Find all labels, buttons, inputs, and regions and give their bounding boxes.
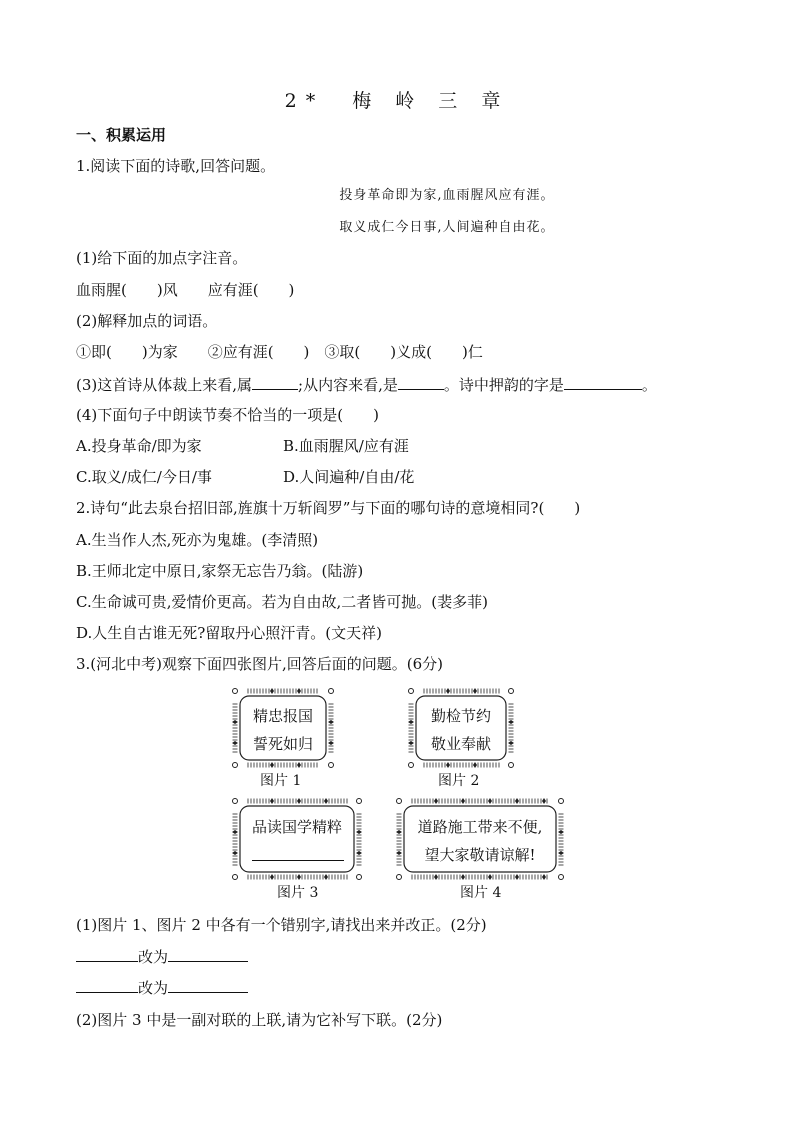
- picture-3-line-1: 品读国学精粹: [251, 818, 342, 836]
- page-title: 2* 梅 岭 三 章: [284, 90, 510, 112]
- couplet-answer-blank[interactable]: [252, 860, 344, 861]
- ornament-border-icon: [396, 798, 564, 880]
- correction-row-2: [76, 977, 248, 998]
- wrong-char-blank-1[interactable]: [76, 946, 138, 962]
- picture-2-caption: 图片 2: [438, 773, 480, 789]
- ornament-border-icon: [232, 688, 334, 768]
- picture-4-frame: [396, 798, 564, 880]
- picture-1-frame: [232, 688, 334, 768]
- q1-option-b: B.血雨腥风/应有涯: [283, 437, 409, 455]
- q2-option-b: B.王师北定中原日,家祭无忘告乃翁。(陆游): [76, 562, 364, 580]
- picture-3-frame: [232, 798, 362, 880]
- q1-sub1: (1)给下面的加点字注音。: [76, 249, 248, 267]
- correct-char-blank-1[interactable]: [168, 946, 248, 962]
- picture-2-line-1: 勤检节约: [430, 707, 491, 725]
- picture-3-caption: 图片 3: [277, 885, 319, 901]
- q1-sub4: (4)下面句子中朗读节奏不恰当的一项是( ): [76, 406, 379, 424]
- picture-4-caption: 图片 4: [460, 885, 502, 901]
- change-to-label: 改为: [138, 979, 169, 997]
- picture-4-line-1: 道路施工带来不便,: [417, 818, 543, 836]
- q1-sub3: [76, 374, 657, 395]
- q2-option-c: C.生命诚可贵,爱情价更高。若为自由故,二者皆可抛。(裴多菲): [76, 593, 488, 611]
- q1-sub3-part-a: (3)这首诗从体裁上来看,属: [76, 376, 253, 394]
- q1-sub2: (2)解释加点的词语。: [76, 312, 218, 330]
- q1-sub3-part-c: 。诗中押韵的字是: [443, 376, 564, 394]
- q1-option-d: D.人间遍种/自由/花: [283, 468, 415, 486]
- q1-option-a: A.投身革命/即为家: [76, 437, 202, 455]
- q3-sub1: (1)图片 1、图片 2 中各有一个错别字,请找出来并改正。(2分): [76, 916, 487, 934]
- q2-option-d: D.人生自古谁无死?留取丹心照汗青。(文天祥): [76, 624, 383, 642]
- q2-stem: 2.诗句“此去泉台招旧部,旌旗十万斩阎罗”与下面的哪句诗的意境相同?( ): [76, 499, 581, 517]
- wrong-char-blank-2[interactable]: [76, 977, 138, 993]
- ornament-border-icon: [232, 798, 362, 880]
- picture-1-caption: 图片 1: [260, 773, 302, 789]
- ornament-border-icon: [408, 688, 514, 768]
- q1-stem: 1.阅读下面的诗歌,回答问题。: [76, 157, 276, 175]
- picture-1-line-1: 精忠报国: [252, 707, 313, 725]
- picture-2-frame: [408, 688, 514, 768]
- q2-option-a: A.生当作人杰,死亦为鬼雄。(李清照): [76, 531, 319, 549]
- correct-char-blank-2[interactable]: [168, 977, 248, 993]
- q1-sub3-part-d: 。: [641, 376, 657, 394]
- answer-blank-content[interactable]: [398, 374, 444, 390]
- answer-blank-rhyme[interactable]: [564, 374, 642, 390]
- picture-4-line-2: 望大家敬请谅解!: [424, 846, 536, 864]
- section-heading: 一、积累运用: [76, 126, 167, 144]
- poem-line-1: 投身革命即为家,血雨腥风应有涯。: [339, 188, 555, 203]
- answer-blank-genre[interactable]: [252, 374, 298, 390]
- change-to-label: 改为: [138, 948, 169, 966]
- q3-stem: 3.(河北中考)观察下面四张图片,回答后面的问题。(6分): [76, 655, 444, 673]
- correction-row-1: [76, 946, 248, 967]
- q3-sub2: (2)图片 3 中是一副对联的上联,请为它补写下联。(2分): [76, 1011, 443, 1029]
- q1-sub3-part-b: ;从内容来看,是: [298, 376, 398, 394]
- q1-sub1-items: 血雨腥( )风 应有涯( ): [76, 281, 295, 299]
- picture-2-line-2: 敬业奉献: [430, 735, 491, 753]
- picture-1-line-2: 誓死如归: [252, 735, 313, 753]
- poem-line-2: 取义成仁今日事,人间遍种自由花。: [339, 220, 555, 235]
- q1-option-c: C.取义/成仁/今日/事: [76, 468, 212, 486]
- q1-sub2-items: ①即( )为家 ②应有涯( ) ③取( )义成( )仁: [76, 343, 483, 361]
